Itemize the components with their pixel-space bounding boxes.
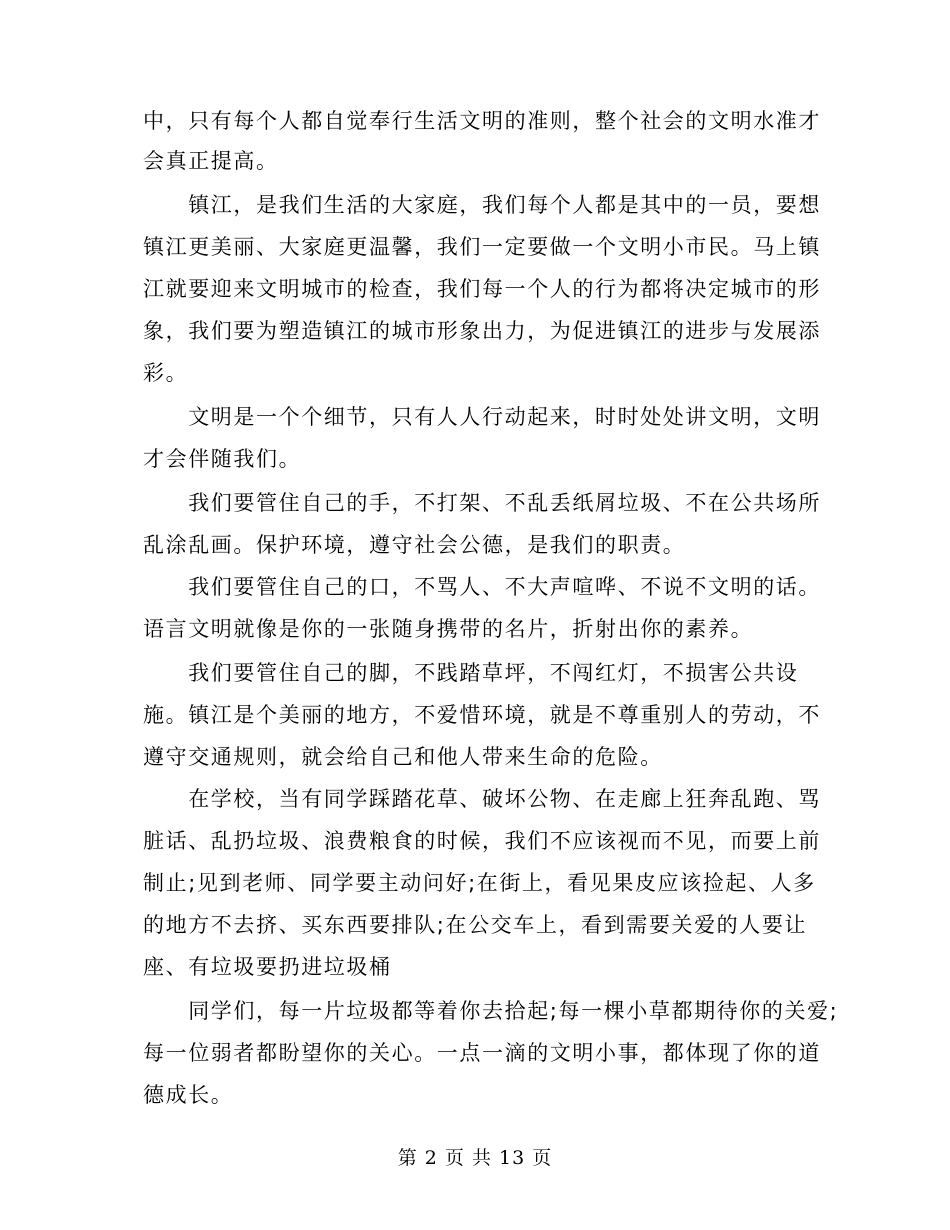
text-line: 在学校，当有同学踩踏花草、破坏公物、在走廊上狂奔乱跑、骂 — [143, 787, 821, 811]
text-line: 德成长。 — [143, 1083, 234, 1107]
text-line: 我们要管住自己的手，不打架、不乱丢纸屑垃圾、不在公共场所 — [143, 491, 821, 515]
text-line: 脏话、乱扔垃圾、浪费粮食的时候，我们不应该视而不见，而要上前 — [143, 829, 821, 853]
text-line: 每一位弱者都盼望你的关心。一点一滴的文明小事，都体现了你的道 — [143, 1041, 821, 1065]
text-line: 象，我们要为塑造镇江的城市形象出力，为促进镇江的进步与发展添 — [143, 319, 821, 343]
text-line: 江就要迎来文明城市的检查，我们每一个人的行为都将决定城市的形 — [143, 277, 821, 301]
text-line: 座、有垃圾要扔进垃圾桶 — [143, 955, 392, 979]
text-line: 乱涂乱画。保护环境，遵守社会公德，是我们的职责。 — [143, 533, 686, 557]
text-line: 才会伴随我们。 — [143, 447, 302, 471]
text-line: 彩。 — [143, 361, 189, 385]
text-line: 施。镇江是个美丽的地方，不爱惜环境，就是不尊重别人的劳动，不 — [143, 703, 821, 727]
text-line: 同学们，每一片垃圾都等着你去拾起;每一棵小草都期待你的关爱; — [143, 999, 839, 1023]
text-line: 会真正提高。 — [143, 149, 279, 173]
text-line: 我们要管住自己的脚，不践踏草坪，不闯红灯，不损害公共设 — [143, 661, 799, 685]
text-line: 文明是一个个细节，只有人人行动起来，时时处处讲文明，文明 — [143, 405, 821, 429]
text-line: 我们要管住自己的口，不骂人、不大声喧哗、不说不文明的话。 — [143, 575, 821, 599]
page-number-footer: 第 2 页 共 13 页 — [397, 1147, 553, 1169]
text-line: 镇江，是我们生活的大家庭，我们每个人都是其中的一员，要想 — [143, 193, 821, 217]
text-line: 镇江更美丽、大家庭更温馨，我们一定要做一个文明小市民。马上镇 — [143, 235, 821, 259]
text-line: 中，只有每个人都自觉奉行生活文明的准则，整个社会的文明水准才 — [143, 109, 821, 133]
text-line: 的地方不去挤、买东西要排队;在公交车上，看到需要关爱的人要让 — [143, 913, 808, 937]
text-line: 语言文明就像是你的一张随身携带的名片，折射出你的素养。 — [143, 617, 754, 641]
text-line: 制止;见到老师、同学要主动问好;在街上，看见果皮应该捡起、人多 — [143, 871, 816, 895]
text-line: 遵守交通规则，就会给自己和他人带来生命的危险。 — [143, 745, 663, 769]
